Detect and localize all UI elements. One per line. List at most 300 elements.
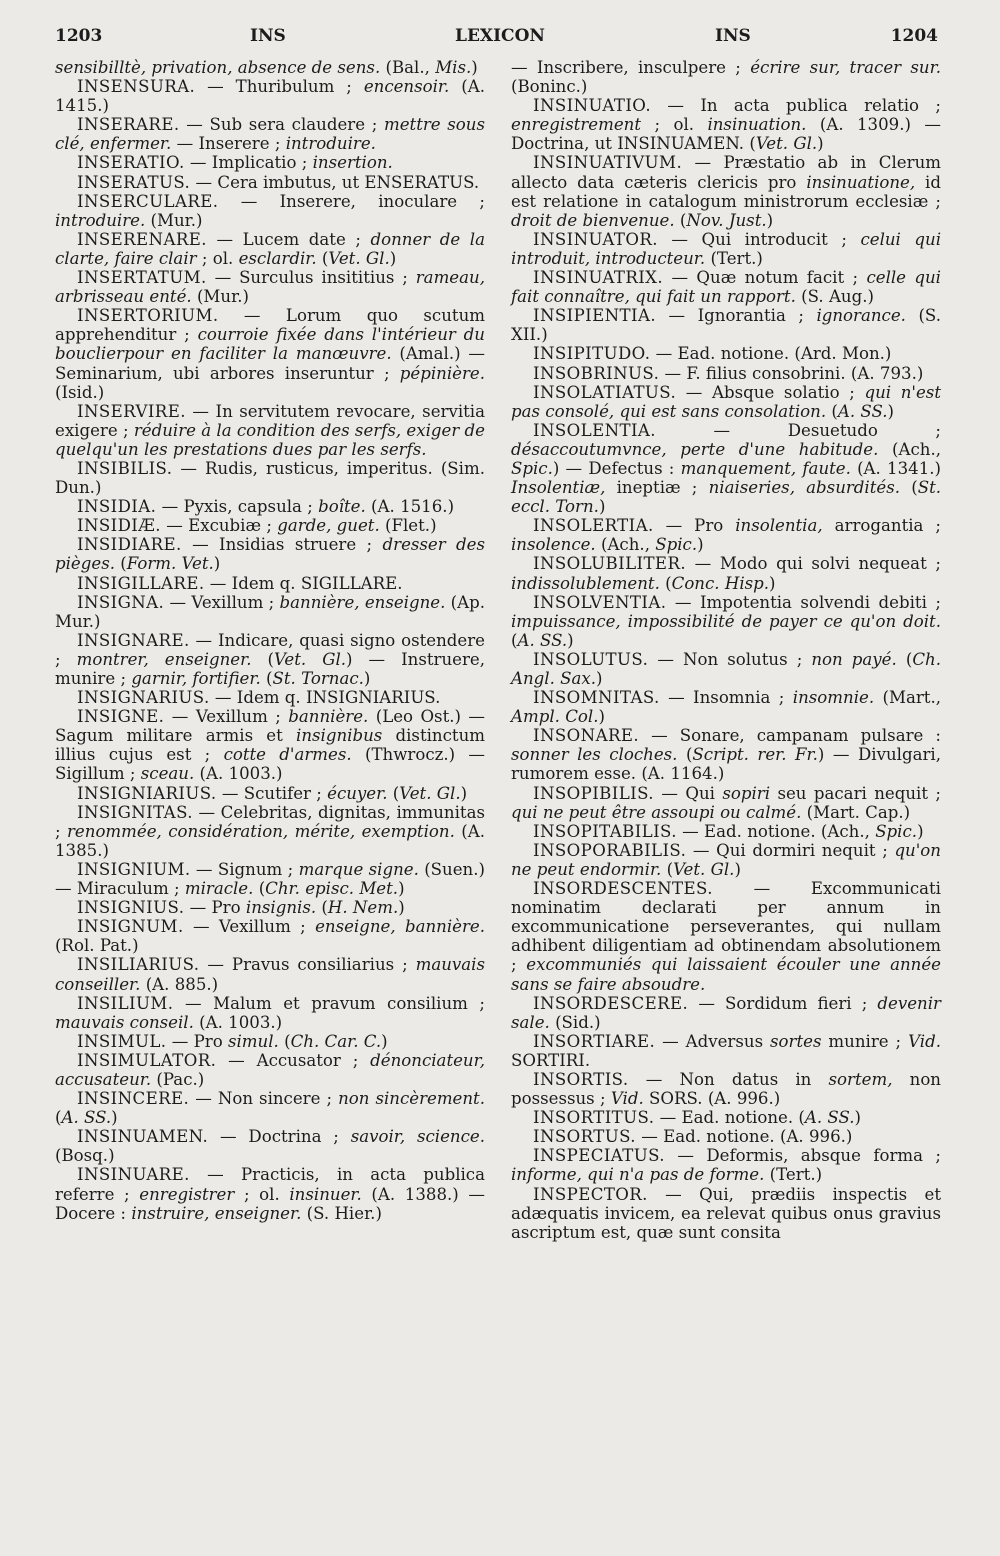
- definition-text: — Ead. notione. (A. 996.): [635, 1127, 853, 1147]
- dictionary-entry: [511, 1127, 941, 1146]
- definition-text: (: [316, 248, 329, 268]
- french-gloss: bannière, enseigne.: [279, 592, 446, 612]
- french-gloss: mettre sous clé, enfermer.: [55, 115, 485, 154]
- definition-text: (: [677, 745, 693, 765]
- definition-text: — Insomnia ;: [659, 688, 793, 708]
- definition-text: ): [598, 497, 606, 517]
- french-gloss: marque signe.: [298, 859, 419, 879]
- entry-headword: INSPECIATUS.: [533, 1146, 665, 1166]
- definition-text: — Pravus consiliarius ;: [199, 955, 416, 975]
- definition-text: — Doctrina ;: [208, 1127, 351, 1147]
- definition-text: (Pac.): [151, 1069, 205, 1089]
- dictionary-entry: [55, 230, 485, 268]
- definition-text: (A. 1003.): [193, 1012, 283, 1032]
- french-gloss: insignis.: [245, 898, 317, 918]
- entry-headword: INSIGNARE.: [77, 630, 190, 650]
- french-gloss: qui ne peut être assoupi ou calmé.: [511, 802, 802, 822]
- french-gloss: Vet. Gl.: [328, 248, 390, 268]
- left-column: [55, 58, 485, 1223]
- french-gloss: insinuation.: [707, 115, 807, 135]
- definition-text: ): [471, 58, 478, 77]
- definition-text: (Mart. Cap.): [801, 802, 911, 822]
- dictionary-entry: [55, 402, 485, 459]
- dictionary-entry: [55, 707, 485, 783]
- french-gloss: cotte d'armes.: [223, 745, 352, 765]
- definition-text: arrogantia ;: [822, 516, 941, 536]
- guide-word-left: INS: [250, 26, 286, 46]
- entry-headword: INSORTITUS.: [533, 1108, 655, 1128]
- french-gloss: droit de bienvenue.: [511, 210, 675, 230]
- definition-text: (: [826, 401, 838, 421]
- definition-text: (Suen.) — Miraculum ;: [55, 859, 485, 899]
- definition-text: (S. Aug.): [795, 287, 874, 307]
- dictionary-entry: [511, 344, 941, 363]
- definition-text: — Indicare, quasi signo ostendere ;: [55, 630, 485, 669]
- definition-text: — Ead. notione. (: [654, 1108, 805, 1128]
- definition-text: (A. 885.): [140, 974, 219, 994]
- definition-text: (Isid.): [55, 382, 105, 402]
- definition-text: — Pro: [653, 516, 736, 536]
- dictionary-entry: [55, 917, 485, 955]
- definition-text: (: [659, 573, 672, 593]
- french-gloss: Spic.: [511, 458, 553, 478]
- definition-text: (Bosq.): [55, 1146, 115, 1166]
- french-gloss: qui n'est pas consolé, qui est sans consolation.: [511, 382, 941, 421]
- french-gloss: non payé.: [811, 649, 897, 669]
- guide-word-right: INS: [715, 26, 751, 46]
- dictionary-entry: [55, 784, 485, 803]
- entry-headword: INSINUATIVUM.: [533, 153, 683, 173]
- definition-text: ): [111, 1108, 118, 1128]
- definition-text: — Sonare, campanam pulsare :: [639, 726, 941, 746]
- definition-text: (: [253, 879, 266, 899]
- french-gloss: insinuer.: [289, 1184, 362, 1204]
- french-gloss: réduire à la condition des serfs, exiger de quelqu'un les prestations dues par les serfs.: [55, 420, 485, 459]
- french-gloss: Ampl. Col.: [511, 707, 599, 727]
- french-gloss: donner de la clarte, faire clair: [55, 229, 485, 268]
- definition-text: — Pyxis, capsula ;: [156, 497, 319, 517]
- french-gloss: A. SS.: [837, 401, 888, 421]
- french-gloss: ignorance.: [816, 306, 906, 326]
- french-gloss: Vet. Gl.: [399, 783, 461, 803]
- dictionary-entry: [55, 688, 485, 707]
- french-gloss: sortem,: [828, 1069, 893, 1089]
- definition-text: ; ol.: [234, 1184, 290, 1204]
- dictionary-entry: [55, 574, 485, 593]
- french-gloss: instruire, enseigner.: [131, 1203, 302, 1223]
- entry-continuation: [55, 58, 485, 77]
- definition-text: — Inserere ;: [171, 134, 286, 154]
- french-gloss: mauvais conseiller.: [55, 955, 485, 994]
- definition-text: (Mur.): [191, 287, 249, 307]
- french-gloss: sensibilltè, privation, absence de sens.: [55, 58, 381, 77]
- dictionary-entry: [511, 554, 941, 592]
- dictionary-entry: [55, 306, 485, 401]
- definition-text: ): [596, 669, 603, 688]
- french-gloss: courroie fixée dans l'intérieur du bouclierpour en faciliter la manœuvre.: [55, 325, 485, 364]
- definition-text: (Sid.): [549, 1012, 601, 1032]
- dictionary-entry: [55, 268, 485, 306]
- french-gloss: Ch. Car. C.: [290, 1031, 382, 1051]
- entry-headword: INSIDIÆ.: [77, 516, 161, 536]
- entry-headword: INSOPORABILIS.: [533, 840, 687, 860]
- entry-headword: INSILIARIUS.: [77, 955, 200, 975]
- definition-text: ) — Divulgari, rumorem esse. (A. 1164.): [511, 745, 941, 784]
- entry-headword: INSORTIS.: [533, 1069, 629, 1089]
- definition-text: — In servitutem revocare, servitia exigere ;: [55, 401, 485, 440]
- french-gloss: dénonciateur, accusateur.: [55, 1050, 485, 1089]
- definition-text: (Thwrocz.) — Sigillum ;: [55, 745, 486, 784]
- definition-text: id est relatione in catalogum ministrorum ecclesiæ ;: [511, 172, 941, 211]
- entry-headword: INSINUATOR.: [533, 229, 658, 249]
- entry-continuation: [511, 58, 941, 96]
- dictionary-entry: [55, 535, 485, 573]
- dictionary-entry: [511, 650, 941, 688]
- french-gloss: niaiseries, absurdités.: [708, 478, 901, 498]
- entry-headword: INSOLVENTIA.: [533, 592, 667, 612]
- french-gloss: H. Nem.: [327, 898, 399, 918]
- definition-text: — Celebritas, dignitas, immunitas ;: [55, 802, 485, 841]
- entry-headword: INSOPIBILIS.: [533, 783, 654, 803]
- definition-text: — Qui: [653, 783, 723, 803]
- definition-text: — Qui dormiri nequit ;: [686, 840, 895, 860]
- definition-text: — Qui, prædiis inspectis et adæquatis invicem, ea relevat quibus onus gravius ascriptum est, quæ sunt consita: [511, 1184, 941, 1242]
- definition-text: ): [389, 248, 397, 268]
- entry-headword: INSINUATIO.: [533, 96, 651, 116]
- french-gloss: esclardir.: [238, 248, 317, 268]
- french-gloss: insomnie.: [792, 688, 875, 708]
- entry-headword: INSINUATRIX.: [533, 268, 664, 288]
- french-gloss: indissolublement.: [511, 573, 660, 593]
- french-gloss: Script. rer. Fr.: [692, 745, 818, 765]
- french-gloss: sortes: [770, 1031, 822, 1051]
- definition-text: distinctum illius cujus est ;: [55, 726, 485, 765]
- definition-text: (: [251, 649, 274, 669]
- dictionary-entry: [511, 96, 941, 153]
- french-gloss: Vid.: [908, 1031, 941, 1051]
- entry-headword: INSOLUBILITER.: [533, 554, 687, 574]
- french-gloss: boîte.: [318, 497, 366, 517]
- french-gloss: renommée, considération, mérite, exemption.: [67, 821, 455, 841]
- dictionary-entry: [55, 803, 485, 860]
- dictionary-entry: [511, 879, 941, 994]
- french-gloss: mauvais conseil.: [55, 1012, 194, 1032]
- definition-text: — Cera imbutus, ut ENSERATUS.: [190, 172, 480, 192]
- definition-text: — Lucem date ;: [206, 229, 371, 249]
- french-gloss: écrire sur, tracer sur.: [750, 58, 941, 77]
- definition-text: (Mart.,: [874, 688, 941, 708]
- dictionary-entry: [55, 631, 485, 688]
- definition-text: — Adversus: [655, 1031, 771, 1051]
- definition-text: ): [398, 898, 405, 918]
- french-gloss: Vet. Gl.: [673, 859, 735, 879]
- definition-text: — Pro: [184, 898, 246, 918]
- entry-headword: INSORDESCERE.: [533, 993, 689, 1013]
- french-gloss: insignibus: [296, 726, 383, 746]
- definition-text: (Flet.): [379, 516, 437, 536]
- dictionary-entry: [511, 421, 941, 516]
- french-gloss: simul.: [227, 1031, 279, 1051]
- definition-text: ) — Instruere, munire ;: [55, 649, 485, 688]
- french-gloss: insertion.: [312, 153, 393, 173]
- definition-text: — Accusator ;: [216, 1050, 371, 1070]
- definition-text: — Signum ;: [190, 859, 299, 879]
- french-gloss: enseigne, bannière.: [315, 917, 485, 937]
- french-gloss: insolentia,: [735, 516, 823, 536]
- french-gloss: Conc. Hisp.: [671, 573, 770, 593]
- dictionary-entry: [55, 459, 485, 497]
- dictionary-entry: [55, 77, 485, 115]
- dictionary-entry: [511, 1108, 941, 1127]
- french-gloss: garnir, fortifier.: [131, 669, 261, 688]
- definition-text: — Qui introducit ;: [657, 229, 861, 249]
- entry-headword: INSOLATIATUS.: [533, 382, 677, 402]
- definition-text: (Tert.): [705, 248, 763, 268]
- definition-text: — F. filius consobrini. (A. 793.): [659, 363, 924, 383]
- entry-headword: INSOLUTUS.: [533, 649, 649, 669]
- dictionary-entry: [511, 822, 941, 841]
- definition-text: munire ;: [821, 1031, 909, 1051]
- dictionary-entry: [511, 383, 941, 421]
- definition-text: (Tert.): [764, 1165, 823, 1185]
- french-gloss: informe, qui n'a pas de forme.: [511, 1165, 765, 1185]
- definition-text: — Deformis, absque forma ;: [664, 1146, 941, 1166]
- dictionary-entry: [511, 1185, 941, 1242]
- entry-headword: INSIGNITAS.: [77, 802, 193, 822]
- entry-headword: INSIGNIUS.: [77, 898, 185, 918]
- entry-headword: INSILIUM.: [77, 993, 174, 1013]
- french-gloss: enregistrer: [139, 1184, 235, 1204]
- entry-headword: INSOBRINUS.: [533, 363, 660, 383]
- dictionary-entry: [511, 994, 941, 1032]
- definition-text: (Ach.,: [878, 439, 941, 459]
- entry-headword: INSPECTOR.: [533, 1184, 648, 1204]
- french-gloss: A. SS.: [804, 1108, 855, 1128]
- french-gloss: écuyer.: [327, 783, 388, 803]
- definition-text: (S. Hier.): [301, 1203, 382, 1223]
- definition-text: — Scutifer ;: [216, 783, 328, 803]
- definition-text: ): [363, 669, 371, 688]
- french-gloss: sopiri: [722, 783, 771, 803]
- definition-text: ): [854, 1108, 862, 1128]
- definition-text: seu pacari nequit ;: [770, 783, 941, 803]
- definition-text: ; ol.: [196, 248, 239, 268]
- definition-text: — Sub sera claudere ;: [179, 115, 384, 135]
- entry-headword: INSERARE.: [77, 115, 180, 135]
- french-gloss: Mis.: [435, 58, 472, 77]
- entry-headword: INSIMUL.: [77, 1031, 167, 1051]
- french-gloss: insinuatione,: [806, 172, 916, 192]
- definition-text: (: [674, 210, 687, 230]
- french-gloss: sonner les cloches.: [511, 745, 678, 765]
- entry-headword: INSONARE.: [533, 726, 640, 746]
- definition-text: — Excubiæ ;: [160, 516, 278, 536]
- definition-text: (A. 1309.) — Doctrina, ut INSINUAMEN. (: [511, 115, 941, 154]
- definition-text: ): [381, 1031, 388, 1051]
- running-header: [55, 20, 938, 50]
- dictionary-entry: [511, 1032, 941, 1070]
- definition-text: (: [55, 1108, 62, 1128]
- page-number-left: 1203: [55, 26, 103, 46]
- definition-text: ): [598, 707, 605, 727]
- entry-headword: INSINCERE.: [77, 1089, 190, 1109]
- dictionary-entry: [511, 1146, 941, 1184]
- definition-text: ): [460, 783, 468, 803]
- french-gloss: Spic.: [875, 821, 918, 841]
- dictionary-entry: [55, 1051, 485, 1089]
- definition-text: — Desuetudo ;: [655, 420, 941, 440]
- dictionary-entry: [55, 1089, 485, 1127]
- definition-text: — Rudis, rusticus, imperitus. (Sim. Dun.): [55, 458, 485, 498]
- entry-headword: INSENSURA.: [77, 77, 196, 97]
- french-gloss: Nov. Just.: [686, 210, 767, 230]
- entry-headword: INSIGILLARE.: [77, 573, 205, 593]
- definition-text: (: [260, 669, 273, 688]
- definition-text: (Ap. Mur.): [55, 592, 486, 631]
- dictionary-entry: [55, 1165, 485, 1222]
- definition-text: — Excommunicati nominatim declarati per annum in excommunicatione perseverantes, qui nullam adhibent diligentiam ad obtinendam absolutionem ;: [511, 879, 941, 975]
- french-gloss: A. SS.: [517, 630, 568, 650]
- french-gloss: encensoir.: [363, 77, 450, 97]
- definition-text: — Non solutus ;: [648, 649, 812, 669]
- definition-text: (A. 1415.): [55, 77, 485, 116]
- french-gloss: montrer, enseigner.: [76, 649, 252, 669]
- definition-text: — Idem q. INSIGNIARIUS.: [209, 688, 441, 708]
- definition-text: — Vexillum ;: [183, 917, 316, 937]
- dictionary-entry: [55, 593, 485, 631]
- definition-text: — Non sincere ;: [189, 1089, 339, 1109]
- definition-text: — Idem q. SIGILLARE.: [204, 573, 403, 593]
- french-gloss: Spic.: [655, 535, 698, 555]
- french-gloss: insolence.: [511, 535, 596, 555]
- entry-headword: INSERTORIUM.: [77, 306, 219, 326]
- entry-headword: INSINUAMEN.: [77, 1127, 209, 1147]
- definition-text: ): [817, 134, 824, 154]
- entry-headword: INSORDESCENTES.: [533, 879, 713, 899]
- french-gloss: enregistrement: [511, 115, 642, 135]
- definition-text: — Modo qui solvi nequeat ;: [686, 554, 941, 574]
- definition-text: non possessus ;: [511, 1069, 941, 1109]
- french-gloss: Insolentiæ,: [511, 478, 606, 498]
- definition-text: (Boninc.): [511, 77, 588, 97]
- dictionary-entry: [511, 841, 941, 879]
- dictionary-entry: [55, 1032, 485, 1051]
- dictionary-entry: [55, 192, 485, 230]
- french-gloss: pépinière.: [399, 363, 485, 383]
- french-gloss: Form. Vet.: [126, 554, 214, 574]
- entry-headword: INSORTUS.: [533, 1127, 636, 1147]
- entry-headword: INSOLERTIA.: [533, 516, 654, 536]
- page-number-right: 1204: [890, 26, 938, 46]
- entry-headword: INSIMULATOR.: [77, 1050, 217, 1070]
- french-gloss: miracle.: [184, 879, 254, 899]
- definition-text: (Rol. Pat.): [55, 936, 139, 956]
- entry-headword: INSOLENTIA.: [533, 420, 656, 440]
- entry-headword: INSERENARE.: [77, 229, 207, 249]
- dictionary-entry: [55, 153, 485, 172]
- entry-headword: INSERVIRE.: [77, 401, 186, 421]
- entry-headword: INSIDIA.: [77, 497, 157, 517]
- french-gloss: A. SS.: [61, 1108, 112, 1128]
- definition-text: — Ignorantia ;: [656, 306, 817, 326]
- running-title: LEXICON: [455, 26, 545, 46]
- definition-text: (: [511, 630, 518, 650]
- definition-text: SORS. (A. 996.): [643, 1089, 781, 1109]
- french-gloss: celle qui fait connaître, qui fait un rapport.: [511, 268, 941, 307]
- entry-headword: INSIGNIARIUS.: [77, 783, 217, 803]
- definition-text: (Mur.): [145, 210, 203, 230]
- entry-headword: INSOPITABILIS.: [533, 821, 677, 841]
- definition-text: ) — Defectus :: [552, 458, 681, 478]
- definition-text: — Inscribere, insculpere ;: [511, 58, 751, 77]
- definition-text: — Impotentia solvendi debiti ;: [666, 592, 941, 612]
- definition-text: — Thuribulum ;: [195, 77, 364, 97]
- definition-text: ): [567, 630, 574, 650]
- dictionary-entry: [511, 230, 941, 268]
- definition-text: — Non datus in: [628, 1069, 829, 1089]
- definition-text: (: [316, 898, 328, 918]
- french-gloss: non sincèrement.: [338, 1089, 486, 1109]
- definition-text: — Practicis, in acta publica referre ;: [55, 1165, 485, 1204]
- definition-text: — Ead. notione. (Ard. Mon.): [650, 344, 892, 364]
- definition-text: (Leo Ost.) — Sagum militare armis et: [55, 707, 486, 746]
- definition-text: (S. XII.): [511, 306, 941, 345]
- french-gloss: Vid.: [610, 1089, 644, 1109]
- french-gloss: introduire.: [55, 210, 146, 230]
- entry-headword: INSIGNIUM.: [77, 859, 191, 879]
- definition-text: — Inserere, inoculare ;: [218, 191, 485, 211]
- definition-text: ): [769, 573, 776, 593]
- definition-text: (A. 1516.): [365, 497, 455, 517]
- dictionary-entry: [55, 516, 485, 535]
- definition-text: (Amal.) — Seminarium, ubi arbores inseruntur ;: [55, 344, 485, 383]
- definition-text: — Lorum quo scutum apprehenditur ;: [55, 306, 485, 345]
- definition-text: — In acta publica relatio ;: [651, 96, 941, 116]
- entry-headword: INSIBILIS.: [77, 458, 173, 478]
- french-gloss: manquement, faute.: [680, 458, 851, 478]
- dictionary-entry: [511, 784, 941, 822]
- entry-headword: INSIPITUDO.: [533, 344, 651, 364]
- definition-text: — Pro: [166, 1031, 228, 1051]
- dictionary-entry: [511, 153, 941, 229]
- definition-text: (: [114, 554, 127, 574]
- definition-text: (: [387, 783, 400, 803]
- definition-text: ): [766, 210, 774, 230]
- definition-text: — Ead. notione. (Ach.,: [676, 821, 876, 841]
- dictionary-entry: [511, 1070, 941, 1108]
- definition-text: (: [661, 859, 674, 879]
- french-gloss: Vet. Gl.: [755, 134, 818, 154]
- definition-text: ): [734, 859, 741, 879]
- definition-text: (A. 1388.) — Docere :: [55, 1184, 485, 1223]
- entry-headword: INSIDIARE.: [77, 535, 182, 555]
- definition-text: ; ol.: [641, 115, 708, 135]
- definition-text: (Ach.,: [595, 535, 656, 555]
- definition-text: — Præstatio ab in Clerum allecto data cæteris clericis pro: [511, 153, 941, 192]
- entry-headword: INSIGNARIUS.: [77, 688, 210, 708]
- definition-text: ): [213, 554, 221, 574]
- definition-text: (A. 1003.): [194, 764, 283, 784]
- french-gloss: St. Tornac.: [272, 669, 364, 688]
- right-column: [511, 58, 941, 1242]
- dictionary-entry: [511, 306, 941, 344]
- dictionary-entry: [55, 898, 485, 917]
- entry-headword: INSINUARE.: [77, 1165, 190, 1185]
- dictionary-entry: [55, 115, 485, 153]
- dictionary-entry: [511, 268, 941, 306]
- dictionary-entry: [55, 497, 485, 516]
- entry-headword: INSERCULARE.: [77, 191, 219, 211]
